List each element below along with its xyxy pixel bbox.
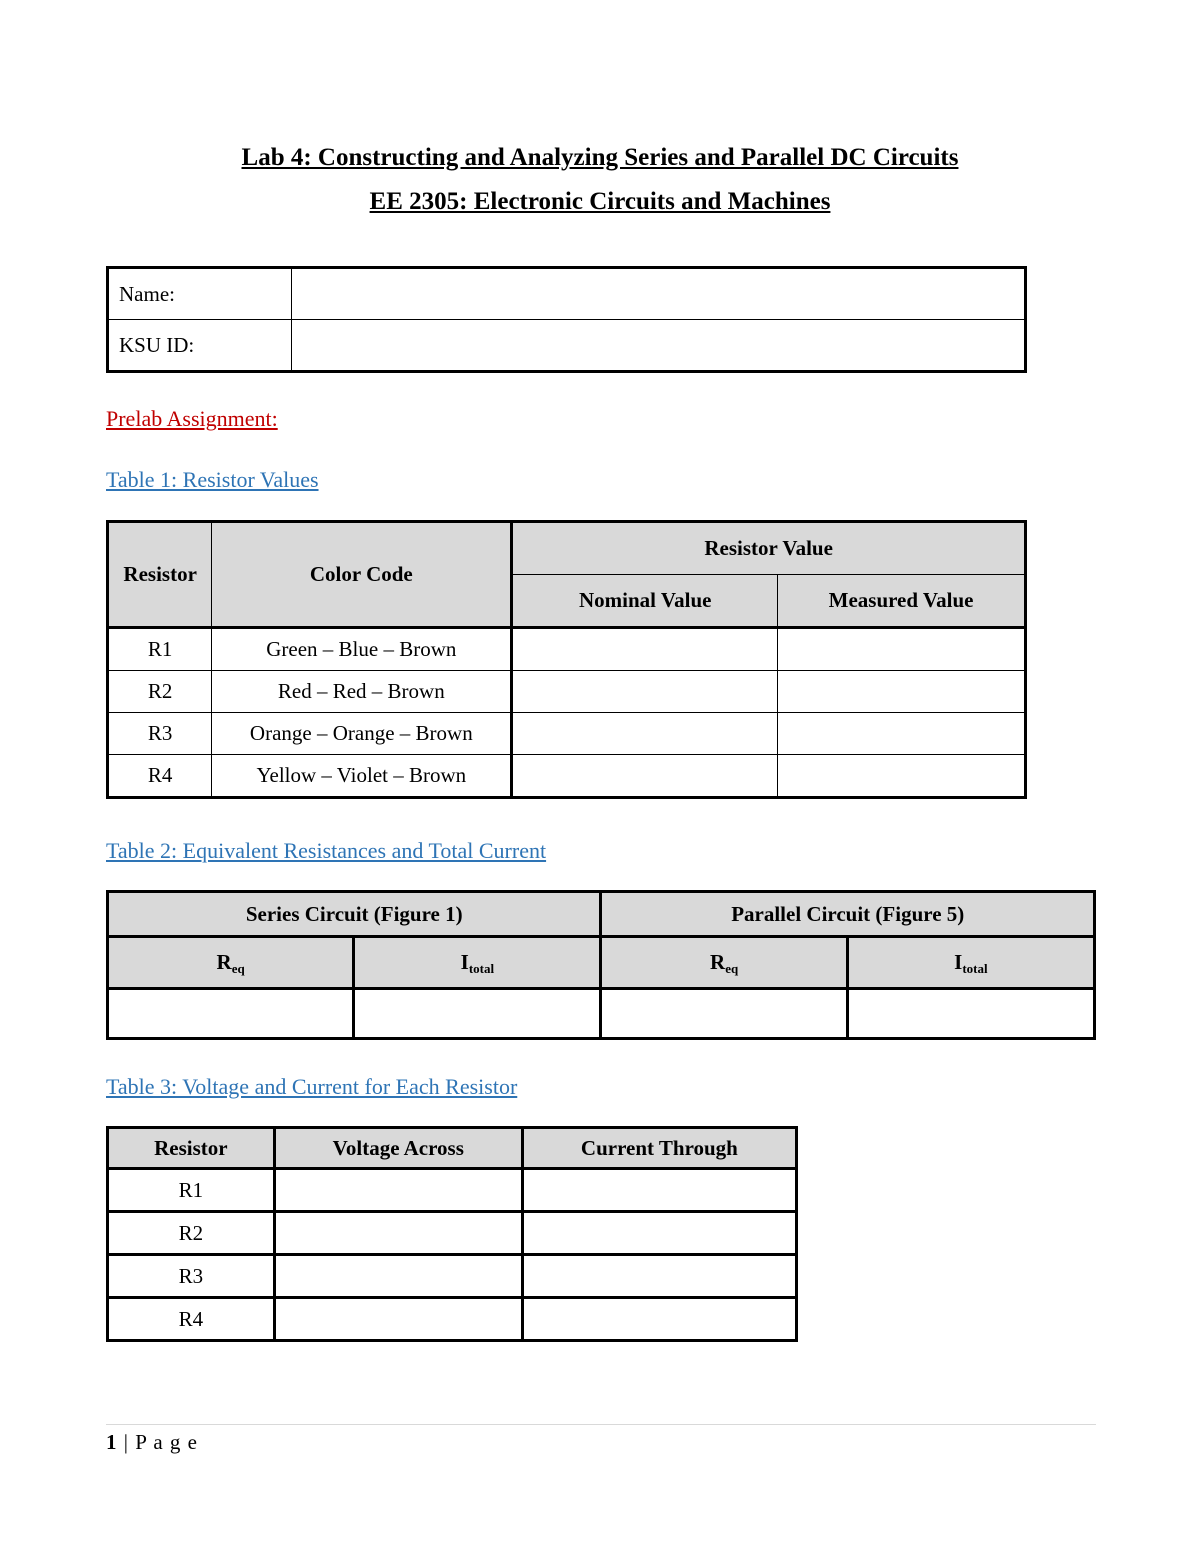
measured-value-cell[interactable] <box>778 755 1026 798</box>
color-code-cell: Yellow – Violet – Brown <box>212 755 512 798</box>
itotal-symbol: I <box>954 950 963 974</box>
req-subscript: eq <box>231 961 245 976</box>
series-req-cell[interactable] <box>108 989 354 1039</box>
current-cell[interactable] <box>522 1169 796 1212</box>
table-row <box>108 628 1026 671</box>
resistor-cell: R2 <box>108 1212 275 1255</box>
nominal-value-cell[interactable] <box>512 671 778 713</box>
voltage-current-table <box>106 1126 798 1342</box>
footer-divider <box>106 1424 1096 1425</box>
table-row <box>108 1255 797 1298</box>
ksu-id-label: KSU ID: <box>108 320 292 372</box>
parallel-itotal-header <box>847 937 1094 989</box>
table3-header-row <box>108 1128 797 1169</box>
parallel-req-cell[interactable] <box>601 989 847 1039</box>
table-row <box>108 989 1095 1039</box>
nominal-value-cell[interactable] <box>512 755 778 798</box>
student-info-table <box>106 266 1027 373</box>
name-row <box>108 268 1026 320</box>
resistor-cell: R4 <box>108 755 212 798</box>
series-itotal-cell[interactable] <box>354 989 601 1039</box>
resistor-cell: R1 <box>108 628 212 671</box>
current-through-header: Current Through <box>522 1128 796 1169</box>
page-label: | P a g e <box>117 1430 198 1454</box>
color-code-cell: Green – Blue – Brown <box>212 628 512 671</box>
course-title: EE 2305: Electronic Circuits and Machines <box>369 188 831 215</box>
measured-value-cell[interactable] <box>778 671 1026 713</box>
voltage-cell[interactable] <box>274 1169 522 1212</box>
nominal-value-cell[interactable] <box>512 628 778 671</box>
table2-caption: Table 2: Equivalent Resistances and Total Current <box>106 838 547 863</box>
parallel-itotal-cell[interactable] <box>847 989 1094 1039</box>
measured-value-header: Measured Value <box>778 575 1026 628</box>
ksu-id-row <box>108 320 1026 372</box>
current-cell[interactable] <box>522 1212 796 1255</box>
name-label: Name: <box>108 268 292 320</box>
measured-value-cell[interactable] <box>778 628 1026 671</box>
itotal-symbol: I <box>460 950 469 974</box>
series-itotal-header <box>354 937 601 989</box>
table-row <box>108 1212 797 1255</box>
parallel-circuit-header: Parallel Circuit (Figure 5) <box>601 892 1095 937</box>
resistor-cell: R1 <box>108 1169 275 1212</box>
resistor-cell: R2 <box>108 671 212 713</box>
resistor-header: Resistor <box>108 1128 275 1169</box>
table3-caption: Table 3: Voltage and Current for Each Resistor <box>106 1074 518 1099</box>
resistor-header: Resistor <box>108 522 212 628</box>
resistor-values-table <box>106 520 1027 799</box>
ksu-id-field[interactable] <box>292 320 1026 372</box>
voltage-cell[interactable] <box>274 1212 522 1255</box>
page-number: 1 <box>106 1430 118 1454</box>
voltage-cell[interactable] <box>274 1298 522 1341</box>
req-symbol: R <box>710 950 726 974</box>
table-row <box>108 755 1026 798</box>
table2-subheader-row <box>108 937 1095 989</box>
color-code-header: Color Code <box>212 522 512 628</box>
measured-value-cell[interactable] <box>778 713 1026 755</box>
table2-header-row <box>108 892 1095 937</box>
itotal-subscript: total <box>962 961 988 976</box>
resistor-value-header: Resistor Value <box>512 522 1026 575</box>
table1-header-row <box>108 522 1026 575</box>
table-row <box>108 671 1026 713</box>
resistor-cell: R4 <box>108 1298 275 1341</box>
document-title: Lab 4: Constructing and Analyzing Series and Parallel DC Circuits <box>241 144 959 171</box>
current-cell[interactable] <box>522 1298 796 1341</box>
table-row <box>108 713 1026 755</box>
equivalent-resistance-table <box>106 890 1096 1040</box>
nominal-value-cell[interactable] <box>512 713 778 755</box>
req-subscript: eq <box>725 961 739 976</box>
name-field[interactable] <box>292 268 1026 320</box>
resistor-cell: R3 <box>108 713 212 755</box>
series-req-header <box>108 937 354 989</box>
voltage-cell[interactable] <box>274 1255 522 1298</box>
resistor-cell: R3 <box>108 1255 275 1298</box>
color-code-cell: Orange – Orange – Brown <box>212 713 512 755</box>
page-footer <box>106 1430 198 1455</box>
itotal-subscript: total <box>468 961 495 976</box>
series-circuit-header: Series Circuit (Figure 1) <box>108 892 601 937</box>
table-row <box>108 1169 797 1212</box>
voltage-across-header: Voltage Across <box>274 1128 522 1169</box>
current-cell[interactable] <box>522 1255 796 1298</box>
req-symbol: R <box>216 950 232 974</box>
table-row <box>108 1298 797 1341</box>
table1-caption: Table 1: Resistor Values <box>106 467 319 492</box>
color-code-cell: Red – Red – Brown <box>212 671 512 713</box>
prelab-heading: Prelab Assignment: <box>106 406 278 431</box>
parallel-req-header <box>601 937 847 989</box>
nominal-value-header: Nominal Value <box>512 575 778 628</box>
